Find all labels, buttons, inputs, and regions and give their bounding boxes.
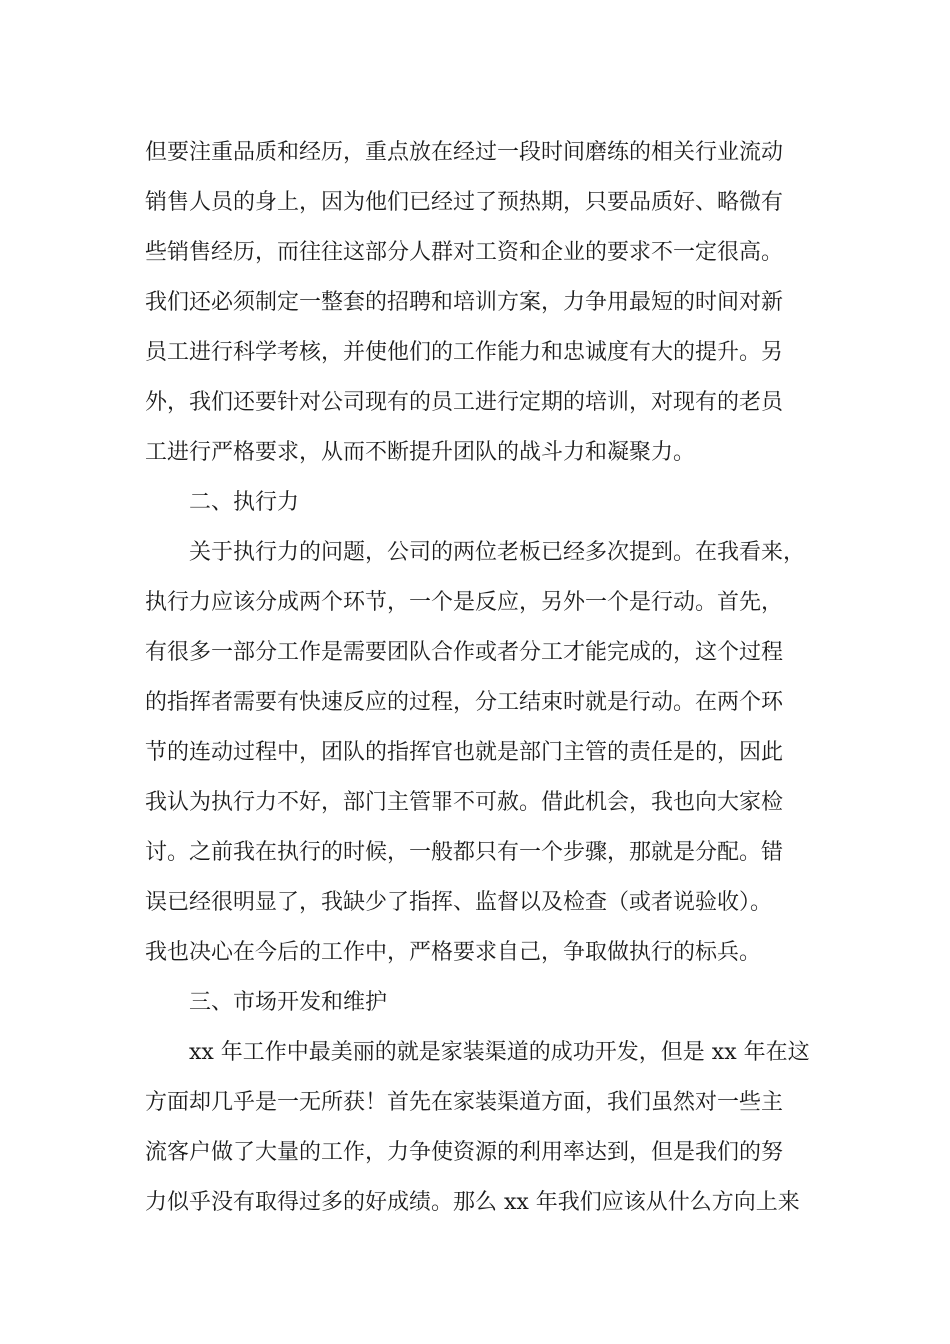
text-line: xx 年工作中最美丽的就是家装渠道的成功开发，但是 xx 年在这 [189, 1040, 810, 1065]
text-line: 有很多一部分工作是需要团队合作或者分工才能完成的，这个过程 [145, 640, 784, 665]
section-heading-market: 三、市场开发和维护 [189, 990, 388, 1015]
text-line: 的指挥者需要有快速反应的过程，分工结束时就是行动。在两个环 [145, 690, 784, 715]
text-line: 我认为执行力不好，部门主管罪不可赦。借此机会，我也向大家检 [145, 790, 784, 815]
text-line: 外，我们还要针对公司现有的员工进行定期的培训，对现有的老员 [145, 390, 784, 415]
section-heading-execution: 二、执行力 [189, 490, 300, 515]
text-line: 我们还必须制定一整套的招聘和培训方案，力争用最短的时间对新 [145, 290, 784, 315]
text-line: 节的连动过程中，团队的指挥官也就是部门主管的责任是的，因此 [145, 740, 784, 765]
document-body [145, 128, 835, 1228]
text-line: 讨。之前我在执行的时候，一般都只有一个步骤，那就是分配。错 [145, 840, 784, 865]
text-line: 些销售经历，而往往这部分人群对工资和企业的要求不一定很高。 [145, 240, 784, 265]
text-line: 但要注重品质和经历，重点放在经过一段时间磨练的相关行业流动 [145, 140, 784, 165]
text-line: 销售人员的身上，因为他们已经过了预热期，只要品质好、略微有 [145, 190, 784, 215]
text-line: 方面却几乎是一无所获！首先在家装渠道方面，我们虽然对一些主 [145, 1090, 784, 1115]
text-line: 工进行严格要求，从而不断提升团队的战斗力和凝聚力。 [145, 440, 696, 465]
text-line: 关于执行力的问题，公司的两位老板已经多次提到。在我看来， [189, 540, 806, 565]
text-line: 误已经很明显了，我缺少了指挥、监督以及检查（或者说验收）。 [145, 890, 773, 915]
text-line: 员工进行科学考核，并使他们的工作能力和忠诚度有大的提升。另 [145, 340, 784, 365]
text-line: 力似乎没有取得过多的好成绩。那么 xx 年我们应该从什么方向上来 [145, 1190, 800, 1215]
text-line: 我也决心在今后的工作中，严格要求自己，争取做执行的标兵。 [145, 940, 762, 965]
text-line: 执行力应该分成两个环节，一个是反应，另外一个是行动。首先， [145, 590, 784, 615]
text-line: 流客户做了大量的工作，力争使资源的利用率达到，但是我们的努 [145, 1140, 784, 1165]
